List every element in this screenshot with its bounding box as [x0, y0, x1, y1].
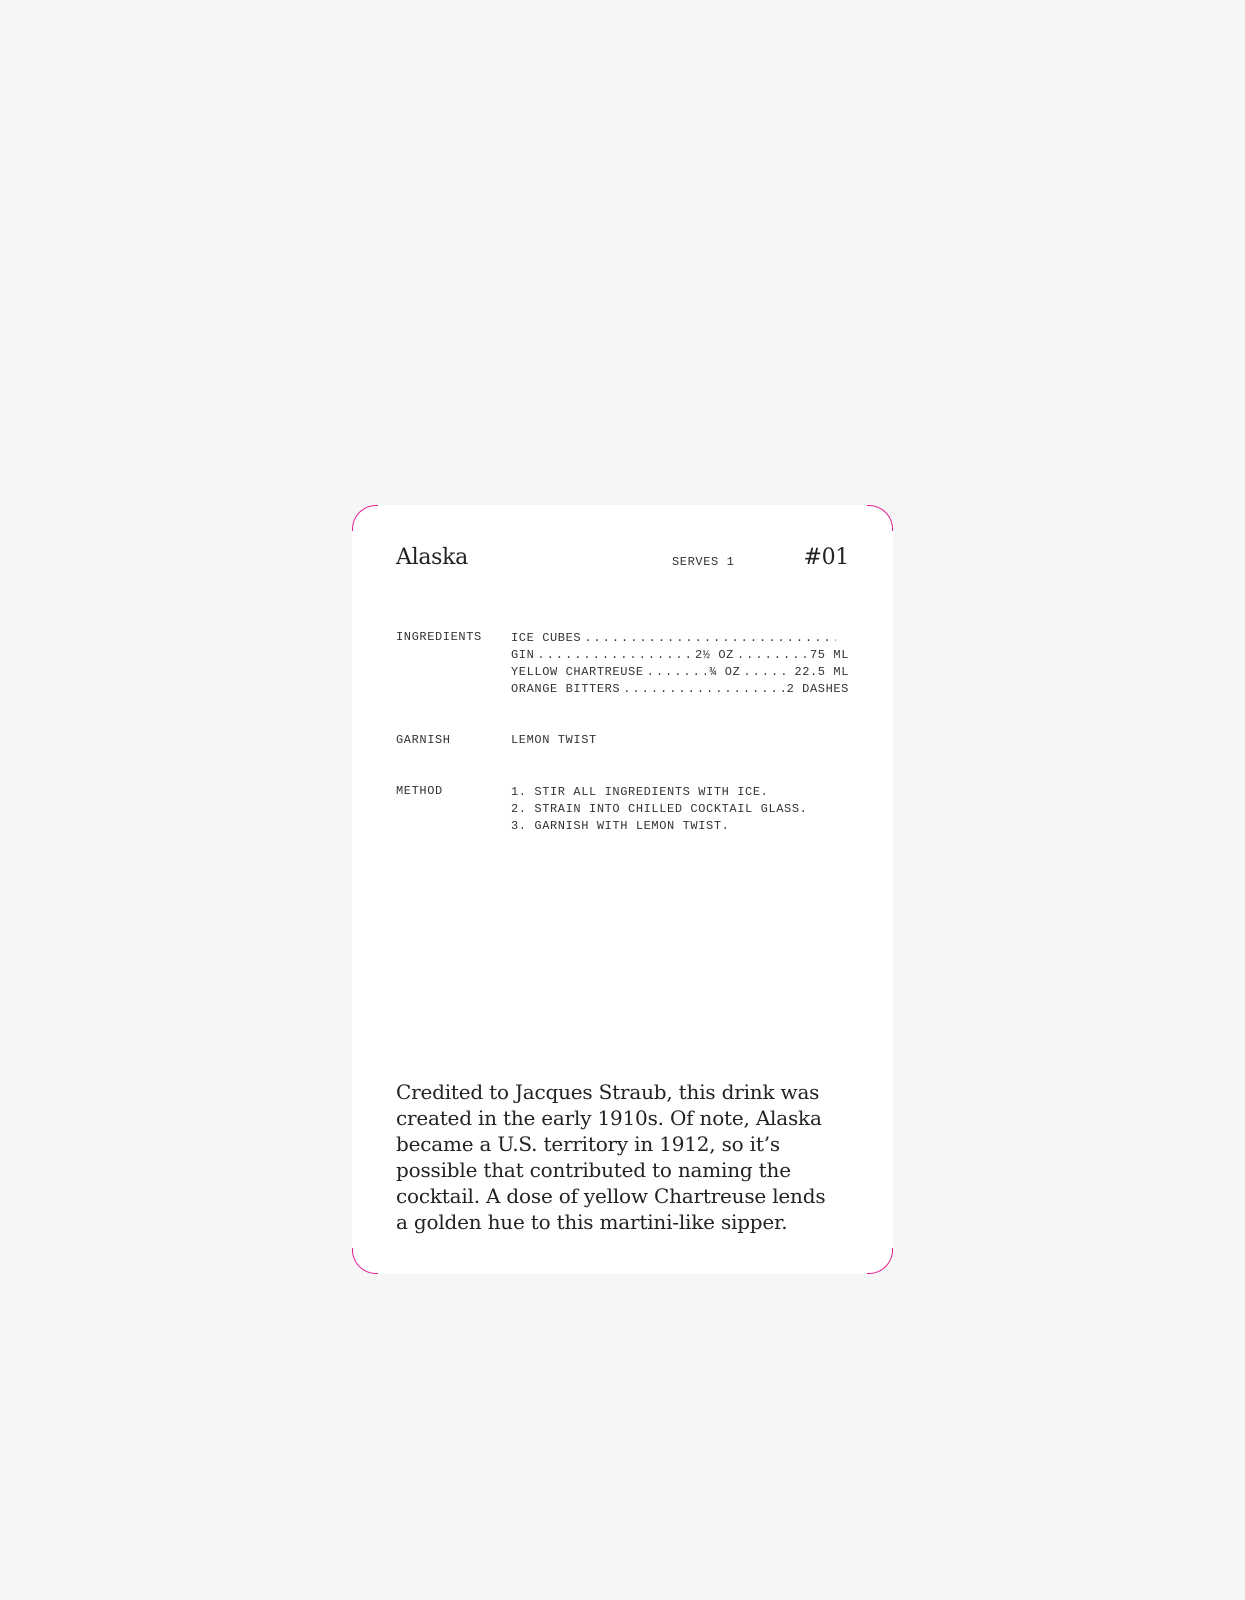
ingredient-row [511, 647, 849, 664]
recipe-title: Alaska [396, 545, 468, 570]
ingredient-amount: ¾ OZ [709, 665, 741, 679]
crop-mark-top-right [867, 505, 893, 531]
ingredients-section [396, 630, 849, 700]
ingredient-metric: 22.5 ML [794, 665, 849, 679]
leader-dots [584, 630, 836, 647]
ingredient-amount: 2½ OZ [694, 648, 734, 662]
ingredient-metric: 75 ML [809, 648, 849, 662]
ingredients-list [511, 630, 849, 698]
method-step: 2. STRAIN INTO CHILLED COCKTAIL GLASS. [511, 802, 808, 816]
ingredient-row [511, 664, 849, 681]
ingredient-name: YELLOW CHARTREUSE [511, 665, 644, 679]
ingredients-label: INGREDIENTS [396, 630, 482, 644]
method-steps [511, 784, 849, 835]
garnish-value: LEMON TWIST [511, 733, 597, 747]
recipe-card [352, 505, 893, 1274]
recipe-description: Credited to Jacques Straub, this drink was created in the early 1910s. Of note, Alaska became a U.S. territory in 1912, so it’s possible that contributed to naming the cocktail. A dose of yellow Chartreuse lends a golden hue to this martini-like sipper. [396, 1080, 826, 1234]
method-step: 3. GARNISH WITH LEMON TWIST. [511, 819, 730, 833]
leader-dots [737, 647, 807, 664]
garnish-section [396, 733, 849, 753]
method-label: METHOD [396, 784, 443, 798]
ingredient-name: ICE CUBES [511, 631, 582, 645]
ingredient-row [511, 630, 849, 647]
leader-dots [743, 664, 791, 681]
crop-mark-bottom-left [352, 1248, 378, 1274]
ingredient-row [511, 681, 849, 698]
ingredient-name: GIN [511, 648, 535, 662]
crop-mark-bottom-right [867, 1248, 893, 1274]
recipe-number: #01 [803, 545, 849, 570]
method-step: 1. STIR ALL INGREDIENTS WITH ICE. [511, 785, 769, 799]
leader-dots [647, 664, 707, 681]
garnish-label: GARNISH [396, 733, 451, 747]
serves-label: SERVES 1 [672, 555, 735, 569]
ingredient-metric: 2 DASHES [786, 682, 849, 696]
ingredient-name: ORANGE BITTERS [511, 682, 621, 696]
method-section [396, 784, 849, 844]
crop-mark-top-left [352, 505, 378, 531]
leader-dots [537, 647, 692, 664]
leader-dots [623, 681, 783, 698]
